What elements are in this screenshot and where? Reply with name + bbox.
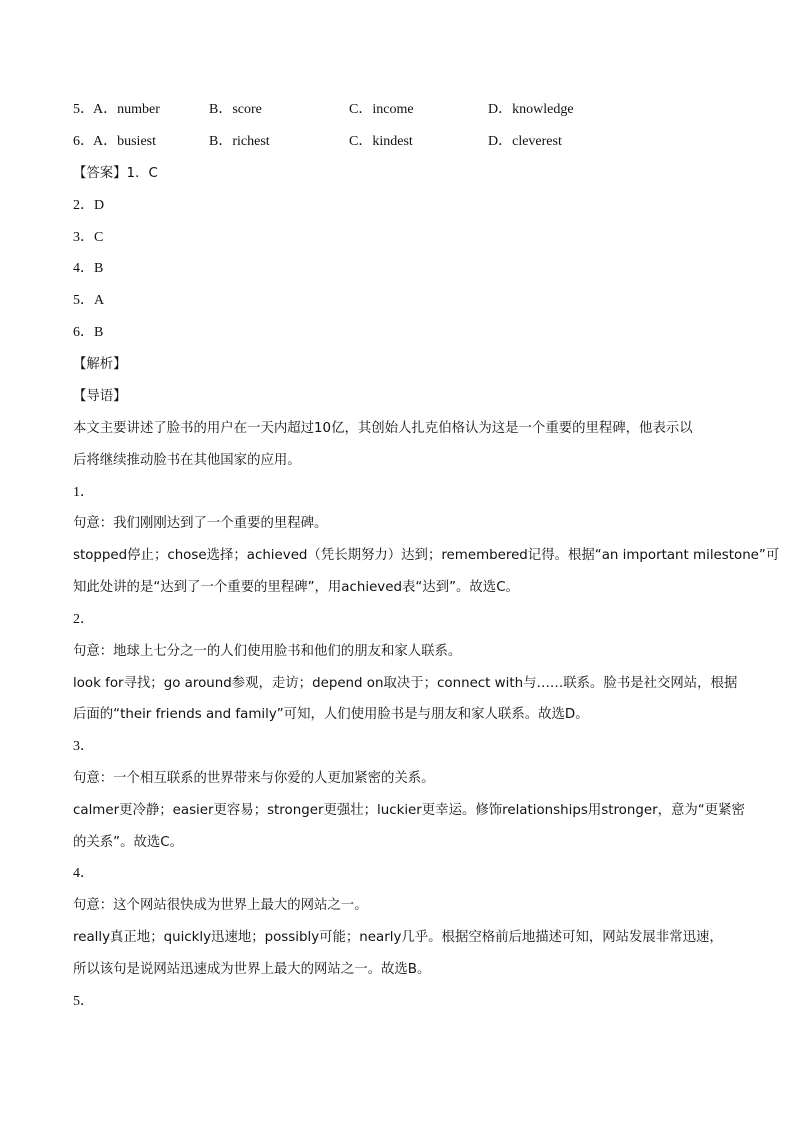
explanation-number: 2． — [73, 612, 94, 627]
explanation-line: 所以该句是说网站迅速成为世界上最大的网站之一。故选B。 — [73, 962, 431, 977]
answer-header: 【答案】1．C — [73, 166, 158, 181]
explanation-line: 后面的“their friends and family”可知，人们使用脸书是与朋友和家人联系。故选D。 — [73, 707, 589, 722]
answer-item: 3．C — [73, 230, 104, 245]
question-5-option-c: C．income — [349, 102, 414, 117]
explanation-line: look for寻找；go around参观，走访；depend on取决于；connect with与……联系。脸书是社交网站，根据 — [73, 676, 738, 691]
analysis-label: 【解析】 — [73, 357, 127, 372]
explanation-line: 句意：我们刚刚达到了一个重要的里程碑。 — [73, 516, 328, 531]
question-6-option-b: B．richest — [209, 134, 270, 149]
question-5-option-b: B．score — [209, 102, 262, 117]
guide-label: 【导语】 — [73, 389, 127, 404]
explanation-line: 知此处讲的是“达到了一个重要的里程碑”，用achieved表“达到”。故选C。 — [73, 580, 519, 595]
guide-text-line: 后将继续推动脸书在其他国家的应用。 — [73, 453, 301, 468]
explanation-line: 的关系”。故选C。 — [73, 835, 184, 850]
question-6-option-a: A．busiest — [93, 134, 156, 149]
question-6-number: 6． — [73, 134, 94, 149]
answer-item: 2．D — [73, 198, 105, 213]
explanation-line: 句意：地球上七分之一的人们使用脸书和他们的朋友和家人联系。 — [73, 644, 462, 659]
answer-item: 4．B — [73, 261, 104, 276]
explanation-line: 句意：一个相互联系的世界带来与你爱的人更加紧密的关系。 — [73, 771, 435, 786]
explanation-line: really真正地；quickly迅速地；possibly可能；nearly几乎。根据空格前后地描述可知，网站发展非常迅速， — [73, 930, 723, 945]
explanation-number: 1． — [73, 485, 94, 500]
explanation-line: 句意：这个网站很快成为世界上最大的网站之一。 — [73, 898, 368, 913]
explanation-number: 3． — [73, 739, 94, 754]
answer-item: 6．B — [73, 325, 104, 340]
explanation-number: 5． — [73, 994, 94, 1009]
question-6-option-c: C．kindest — [349, 134, 413, 149]
question-5-option-d: D．knowledge — [488, 102, 574, 117]
explanation-line: calmer更冷静；easier更容易；stronger更强壮；luckier更幸运。修饰relationships用stronger，意为“更紧密 — [73, 803, 745, 818]
question-5-number: 5． — [73, 102, 94, 117]
explanation-number: 4． — [73, 866, 94, 881]
guide-text-line: 本文主要讲述了脸书的用户在一天内超过10亿，其创始人扎克伯格认为这是一个重要的里程碑，他表示以 — [73, 421, 693, 436]
question-5-option-a: A．number — [93, 102, 160, 117]
question-6-option-d: D．cleverest — [488, 134, 562, 149]
explanation-line: stopped停止；chose选择；achieved（凭长期努力）达到；remembered记得。根据“an important milestone”可 — [73, 548, 780, 563]
answer-item: 5．A — [73, 293, 105, 308]
